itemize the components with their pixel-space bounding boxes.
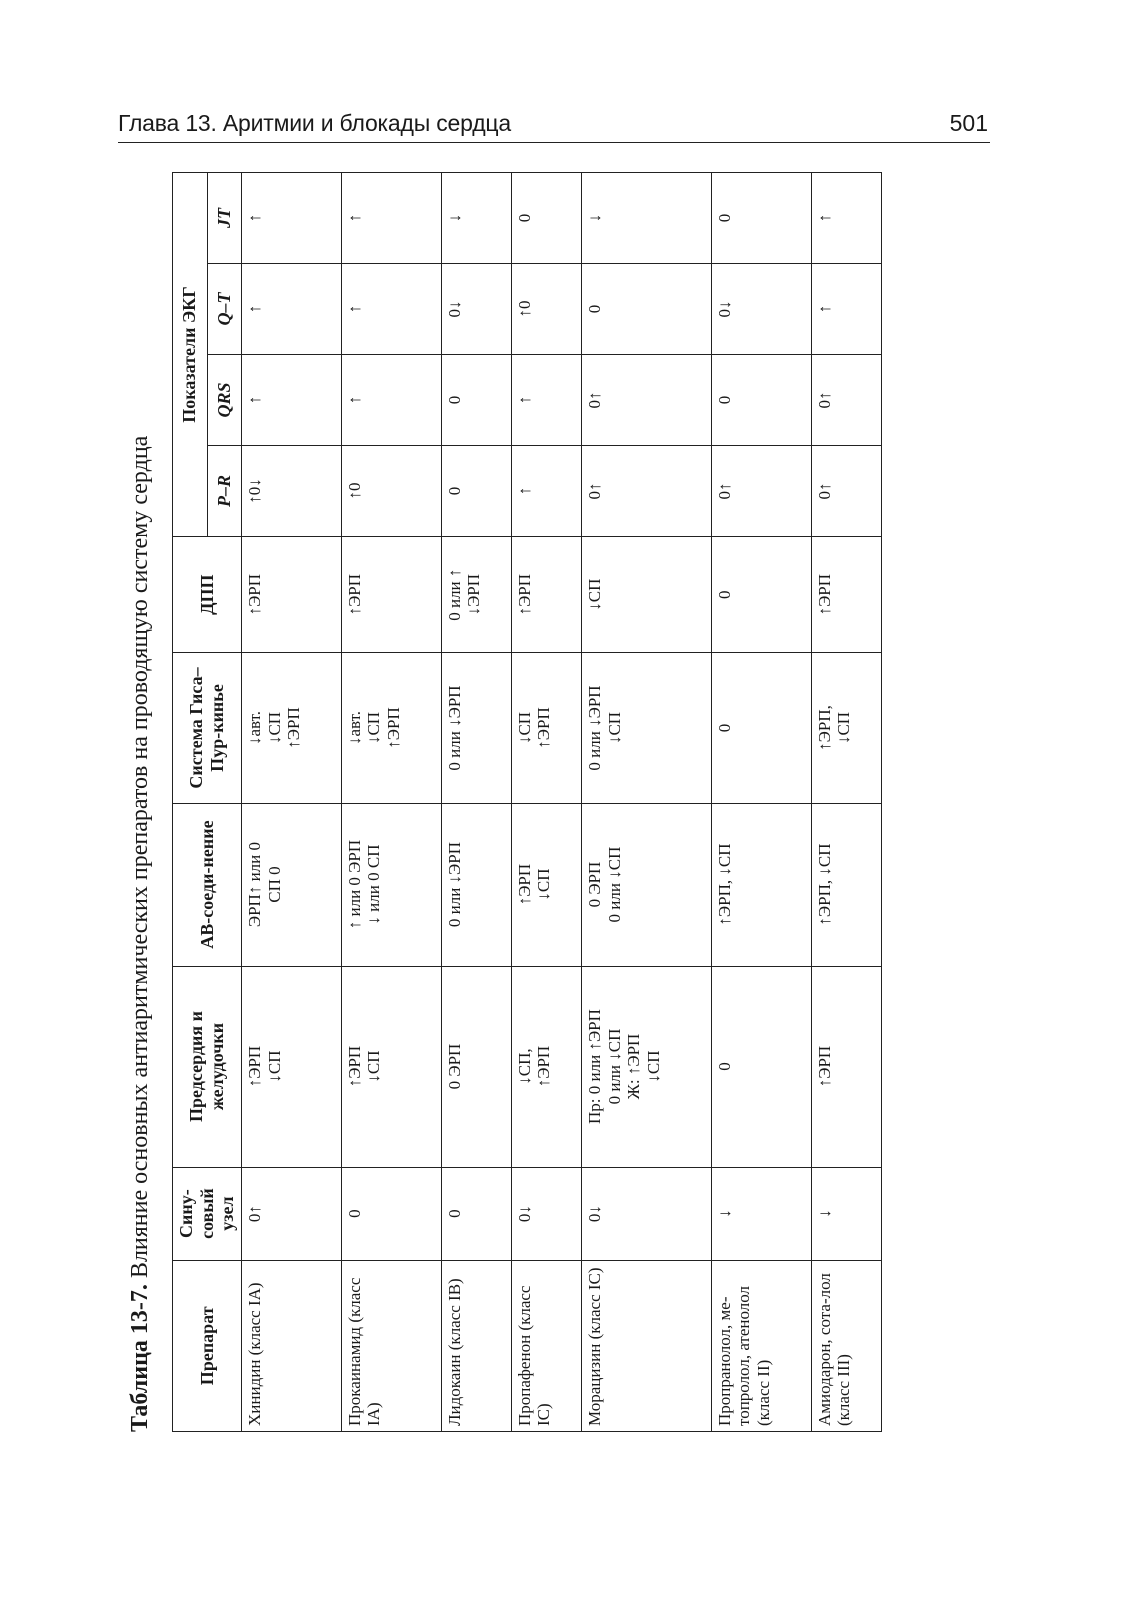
jt-cell: ↓ <box>441 173 511 264</box>
header-jt: JT <box>207 173 242 264</box>
header-accessory-pathway: ДПП <box>173 537 242 653</box>
antiarrhythmic-table <box>172 172 882 1432</box>
cell-line: ↓авт. <box>245 710 265 746</box>
drug-name-cell: Лидокаин (класс IB) <box>441 1260 511 1431</box>
table-row <box>582 173 712 1432</box>
page-number: 501 <box>949 110 988 136</box>
header-qrs: QRS <box>207 355 242 446</box>
running-head <box>118 108 990 143</box>
drug-name-cell: Амиодарон, сота-лол (класс III) <box>811 1260 881 1431</box>
pr-cell: ↑ <box>511 446 581 537</box>
rotated-table-block <box>120 172 868 1432</box>
sinus-node-cell <box>711 1167 811 1260</box>
cell-line: ↑ЭРП, <box>814 705 834 751</box>
cell-line: ↑ЭРП, ↓СП <box>814 843 834 926</box>
atria-ventricles-cell <box>242 966 342 1167</box>
pr-cell: ↑0 <box>341 446 441 537</box>
table-row <box>242 173 342 1432</box>
cell-line: 0 <box>714 590 734 599</box>
cell-line: ↓СП <box>264 1050 284 1083</box>
pr-cell: 0↑ <box>582 446 712 537</box>
qrs-cell: 0↑ <box>582 355 712 446</box>
cell-line: ЭРП↑ или 0 <box>245 841 265 928</box>
accessory-pathway-cell <box>711 537 811 653</box>
table-row <box>811 173 881 1432</box>
cell-line: ↓СП <box>514 711 534 745</box>
cell-line: ↑ЭРП <box>814 1045 834 1088</box>
atria-ventricles-cell <box>441 966 511 1167</box>
cell-line: ↓СП <box>364 1050 384 1083</box>
cell-line: ↑ЭРП <box>384 707 404 749</box>
qrs-cell: 0 <box>441 355 511 446</box>
cell-line: 0 ЭРП <box>444 1043 464 1090</box>
qrs-cell: ↑ <box>341 355 441 446</box>
qrs-cell: ↑ <box>242 355 342 446</box>
drug-name-cell: Пропранолол, ме-топролол, атенолол (класс II) <box>711 1260 811 1431</box>
his-purkinje-cell <box>441 653 511 803</box>
header-drug: Препарат <box>173 1260 242 1431</box>
table-row <box>341 173 441 1432</box>
cell-line: 0 ЭРП <box>585 861 605 908</box>
header-atria-ventricles: Предсердия и желудочки <box>173 966 242 1167</box>
drug-name-cell: Морацизин (класс IC) <box>582 1260 712 1431</box>
qrs-cell: ↑ <box>511 355 581 446</box>
cell-line: 0 <box>714 723 734 733</box>
sinus-node-cell <box>511 1167 581 1260</box>
accessory-pathway-cell <box>341 537 441 653</box>
cell-line: ↓СП <box>643 1050 663 1083</box>
accessory-pathway-cell <box>511 537 581 653</box>
sinus-node-cell <box>441 1167 511 1260</box>
cell-line: ↑ЭРП <box>245 1045 265 1088</box>
table-row <box>511 173 581 1432</box>
cell-line: ↓авт. <box>344 710 364 746</box>
av-junction-cell <box>242 803 342 966</box>
cell-line: ↓ <box>814 1209 834 1218</box>
cell-line: ↑ЭРП <box>344 1045 364 1088</box>
his-purkinje-cell <box>582 653 712 803</box>
his-purkinje-cell <box>511 653 581 803</box>
drug-name-cell: Пропафенон (класс IC) <box>511 1260 581 1431</box>
cell-line: 0 или ↓СП <box>604 1028 624 1105</box>
cell-line: ↓СП, <box>514 1048 534 1085</box>
cell-line: 0↓ <box>585 1205 605 1223</box>
cell-line: ↓СП <box>604 711 624 745</box>
jt-cell: ↑ <box>242 173 342 264</box>
sinus-node-cell <box>811 1167 881 1260</box>
sinus-node-cell <box>582 1167 712 1260</box>
cell-line: ↑ЭРП <box>284 707 304 749</box>
table-caption-text: Влияние основных антиаритмических препаратов на проводящую систему сердца <box>127 435 153 1285</box>
cell-line: 0 или ↓СП <box>604 846 624 923</box>
his-purkinje-cell <box>341 653 441 803</box>
cell-line: ↓ЭРП <box>464 573 484 616</box>
chapter-title: Глава 13. Аритмии и блокады сердца <box>118 110 511 136</box>
pr-cell: 0↑ <box>711 446 811 537</box>
cell-line: Ж: ↑ЭРП <box>624 1033 644 1100</box>
drug-name-cell: Хинидин (класс IA) <box>242 1260 342 1431</box>
table-body <box>242 173 882 1432</box>
pr-cell: 0↑ <box>811 446 881 537</box>
cell-line: ↓СП <box>534 868 554 901</box>
cell-line: ↓ <box>714 1209 734 1218</box>
qrs-cell: 0↑ <box>811 355 881 446</box>
av-junction-cell <box>711 803 811 966</box>
accessory-pathway-cell <box>441 537 511 653</box>
his-purkinje-cell <box>811 653 881 803</box>
cell-line: ↓СП <box>364 711 384 745</box>
table-row <box>711 173 811 1432</box>
drug-name-cell: Прокаинамид (класс IA) <box>341 1260 441 1431</box>
cell-line: 0 <box>344 1209 364 1218</box>
cell-line: ↑ или 0 ЭРП <box>344 839 364 930</box>
pr-cell: 0 <box>441 446 511 537</box>
qt-cell: ↑0 <box>511 264 581 355</box>
table-caption-label: Таблица 13-7. <box>127 1284 153 1432</box>
cell-line: СП 0 <box>264 866 284 903</box>
cell-line: ↑ЭРП <box>245 573 265 616</box>
cell-line: 0 или ↓ЭРП <box>444 841 464 928</box>
cell-line: ↑ЭРП <box>344 573 364 616</box>
qt-cell: 0↓ <box>711 264 811 355</box>
header-his-purkinje: Система Гиса–Пур-кинье <box>173 653 242 803</box>
atria-ventricles-cell <box>582 966 712 1167</box>
cell-line: 0 или ↓ЭРП <box>585 685 605 771</box>
cell-line: ↓СП <box>585 578 605 611</box>
cell-line: ↓СП <box>264 711 284 745</box>
his-purkinje-cell <box>711 653 811 803</box>
qt-cell: ↑ <box>811 264 881 355</box>
cell-line: ↓ или 0 СП <box>364 844 384 925</box>
qrs-cell: 0 <box>711 355 811 446</box>
jt-cell: ↓ <box>582 173 712 264</box>
av-junction-cell <box>582 803 712 966</box>
his-purkinje-cell <box>242 653 342 803</box>
jt-cell: 0 <box>511 173 581 264</box>
cell-line: 0 или ↑ <box>444 568 464 621</box>
cell-line: ↑ЭРП <box>534 707 554 749</box>
header-av-junction: АВ-соеди-нение <box>173 803 242 966</box>
av-junction-cell <box>811 803 881 966</box>
accessory-pathway-cell <box>582 537 712 653</box>
sinus-node-cell <box>341 1167 441 1260</box>
table-row <box>441 173 511 1432</box>
cell-line: ↓СП <box>834 711 854 745</box>
cell-line: 0 <box>714 1062 734 1071</box>
atria-ventricles-cell <box>511 966 581 1167</box>
header-sinus-node: Сину-совый узел <box>173 1167 242 1260</box>
header-pr: P–R <box>207 446 242 537</box>
cell-line: ↑ЭРП, ↓СП <box>714 843 734 926</box>
accessory-pathway-cell <box>242 537 342 653</box>
cell-line: 0 или ↓ЭРП <box>444 685 464 771</box>
pr-cell: ↑0↓ <box>242 446 342 537</box>
cell-line: Пр: 0 или ↑ЭРП <box>585 1009 605 1124</box>
qt-cell: 0 <box>582 264 712 355</box>
header-qt: Q–T <box>207 264 242 355</box>
atria-ventricles-cell <box>711 966 811 1167</box>
cell-line: ↑ЭРП <box>514 573 534 616</box>
cell-line: ↑ЭРП <box>814 573 834 616</box>
qt-cell: ↑ <box>341 264 441 355</box>
accessory-pathway-cell <box>811 537 881 653</box>
sinus-node-cell <box>242 1167 342 1260</box>
av-junction-cell <box>441 803 511 966</box>
av-junction-cell <box>341 803 441 966</box>
jt-cell: 0 <box>711 173 811 264</box>
jt-cell: ↑ <box>341 173 441 264</box>
cell-line: 0↑ <box>245 1205 265 1223</box>
av-junction-cell <box>511 803 581 966</box>
cell-line: ↑ЭРП <box>534 1045 554 1088</box>
atria-ventricles-cell <box>811 966 881 1167</box>
cell-line: ↑ЭРП <box>514 863 534 906</box>
table-caption <box>120 172 160 1432</box>
cell-line: 0 <box>444 1209 464 1218</box>
header-ekg-group: Показатели ЭКГ <box>173 173 208 537</box>
cell-line: 0↓ <box>514 1205 534 1223</box>
jt-cell: ↑ <box>811 173 881 264</box>
qt-cell: 0↓ <box>441 264 511 355</box>
atria-ventricles-cell <box>341 966 441 1167</box>
qt-cell: ↑ <box>242 264 342 355</box>
